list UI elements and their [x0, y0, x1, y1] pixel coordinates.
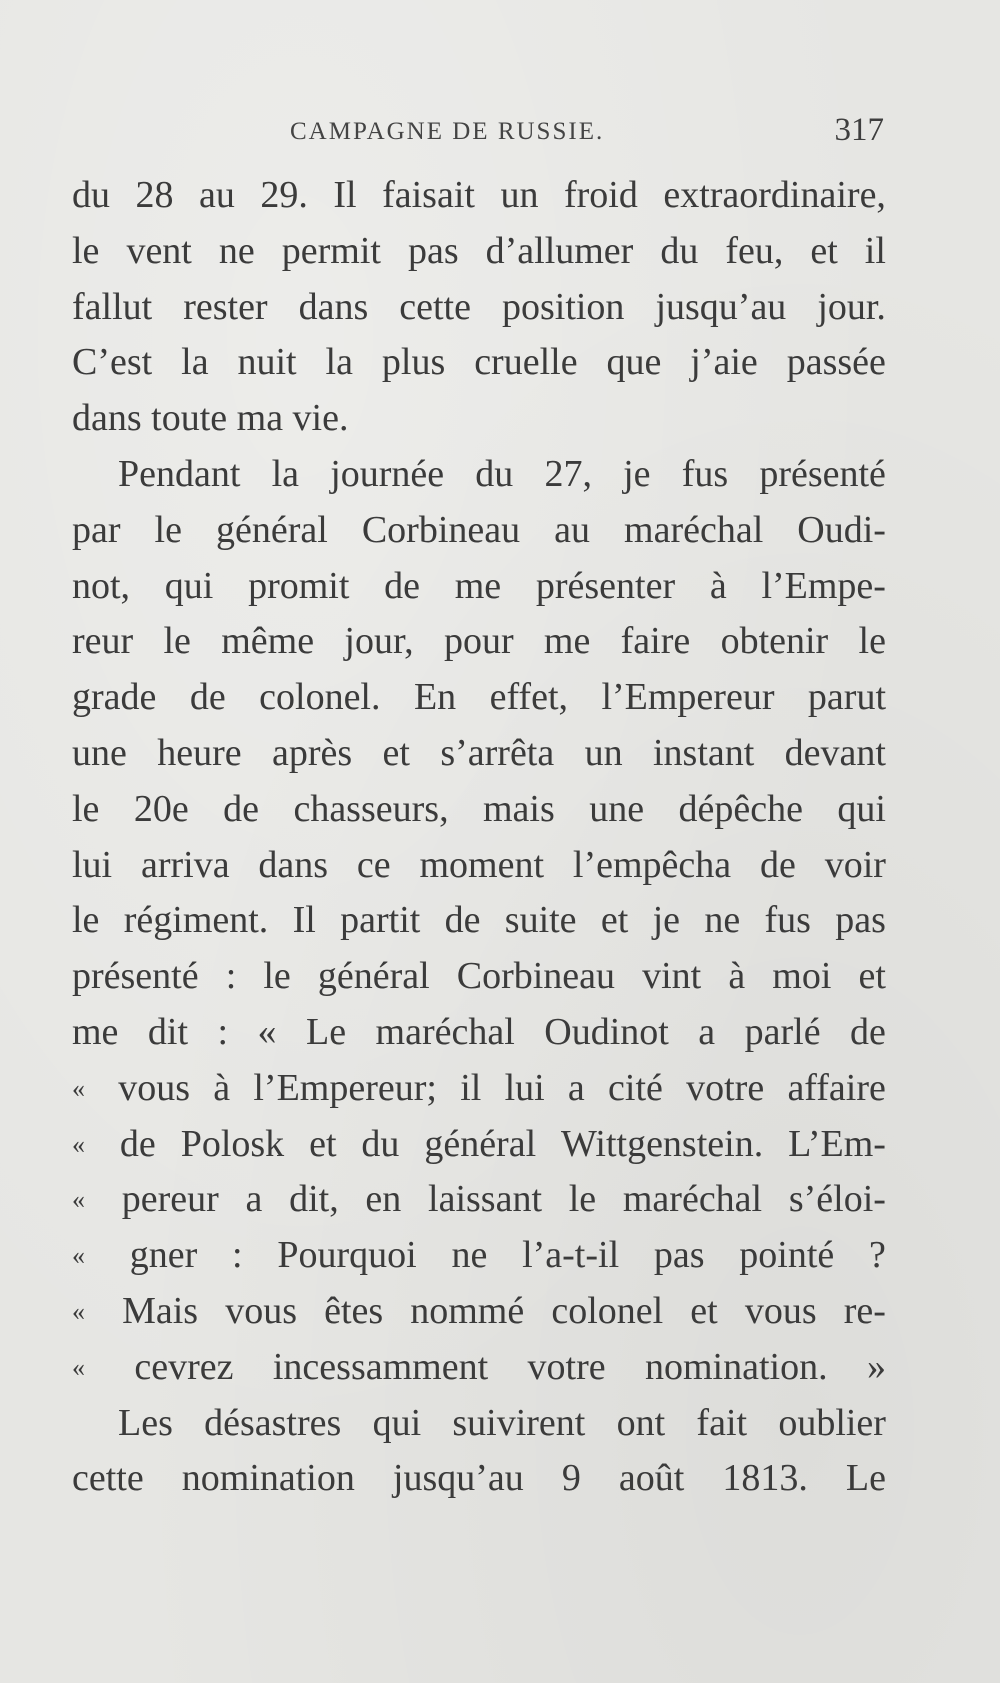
- running-header: [72, 112, 884, 152]
- text-line: not, qui promit de me présenter à l’Empe-: [72, 564, 886, 607]
- text-line-quoted: « de Polosk et du général Wittgenstein. L’Em-: [72, 1117, 886, 1173]
- quoted-text: pereur: [121, 1178, 219, 1221]
- text-line: grade de colonel. En effet, l’Empereur parut: [72, 676, 886, 719]
- page-number: 317: [834, 112, 884, 148]
- text-line-paragraph-start: Pendant la journée du 27, je fus présenté: [118, 452, 886, 495]
- text-line-quoted: « vous à l’Empereur; il lui a cité votre affaire: [72, 1061, 886, 1117]
- body-text: [72, 168, 886, 1507]
- quote-mark: «: [72, 1352, 85, 1382]
- quoted-text: vous: [118, 1066, 191, 1109]
- text-line-quoted: « cevrez incessamment votre nomination. »: [72, 1340, 886, 1396]
- text-line: C’est la nuit la plus cruelle que j’aie passée: [72, 341, 886, 384]
- text-line: le régiment. Il partit de suite et je ne fus pas: [72, 899, 886, 942]
- text-line-quoted: « Mais vous êtes nommé colonel et vous re-: [72, 1284, 886, 1340]
- text-line: me dit : « Le maréchal Oudinot a parlé de: [72, 1010, 886, 1053]
- quoted-text: Mais: [122, 1289, 199, 1332]
- quote-mark: «: [72, 1296, 85, 1326]
- text-line: cette nomination jusqu’au 9 août 1813. Le: [72, 1457, 886, 1500]
- quote-mark: «: [72, 1185, 85, 1215]
- quoted-text: gner: [129, 1234, 198, 1277]
- quoted-text: cevrez: [134, 1345, 234, 1388]
- quoted-text: de: [119, 1122, 156, 1165]
- text-line: présenté : le général Corbineau vint à moi et: [72, 955, 886, 998]
- quote-mark: «: [72, 1129, 85, 1159]
- text-line-quoted: « pereur a dit, en laissant le maréchal s’éloi-: [72, 1172, 886, 1228]
- text-line: le 20e de chasseurs, mais une dépêche qui: [72, 787, 886, 830]
- text-line: le vent ne permit pas d’allumer du feu, et il: [72, 229, 886, 272]
- text-line-quoted: « gner : Pourquoi ne l’a-t-il pas pointé ?: [72, 1228, 886, 1284]
- text-line: par le général Corbineau au maréchal Oudi-: [72, 508, 886, 551]
- text-line: fallut rester dans cette position jusqu’au jour.: [72, 285, 886, 328]
- text-line: une heure après et s’arrêta un instant devant: [72, 731, 886, 774]
- text-line: lui arriva dans ce moment l’empêcha de voir: [72, 843, 886, 886]
- quote-mark: «: [72, 1241, 85, 1271]
- text-line: dans toute ma vie.: [72, 397, 349, 440]
- text-line: du 28 au 29. Il faisait un froid extraordinaire,: [72, 174, 886, 216]
- text-line: reur le même jour, pour me faire obtenir le: [72, 620, 886, 663]
- text-line-paragraph-start: Les désastres qui suivirent ont fait oublier: [118, 1401, 886, 1444]
- quote-mark: «: [72, 1073, 85, 1103]
- running-title: CAMPAGNE DE RUSSIE.: [290, 118, 605, 145]
